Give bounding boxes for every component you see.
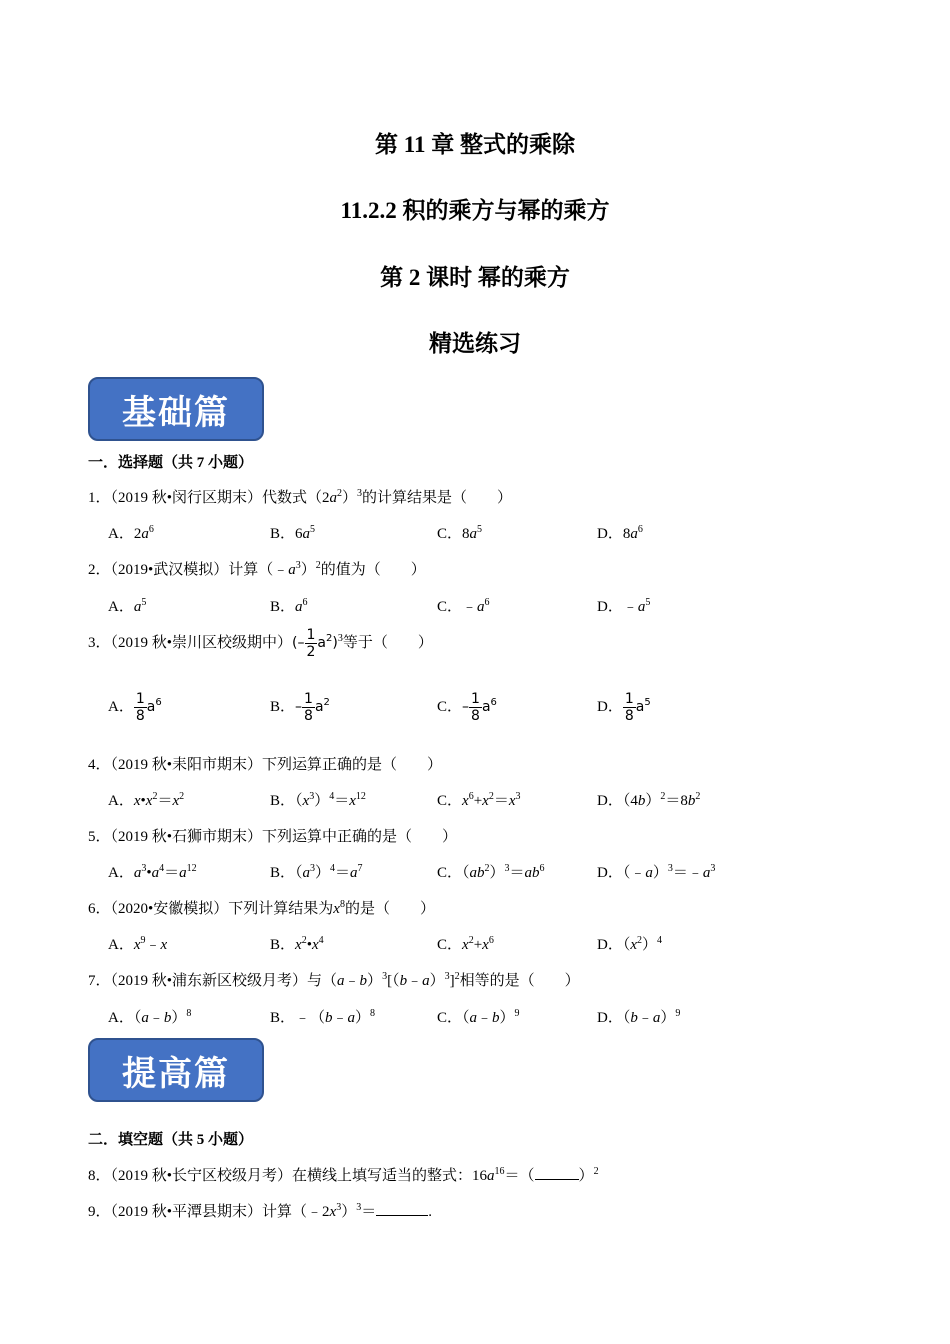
q3-option-c: C．– $\frac{1}{8}$ $a^6$: [437, 691, 497, 724]
q1-option-d: D．$8a^6$: [597, 524, 643, 542]
q1-option-c: C．$8a^5$: [437, 524, 483, 542]
q1-option-a: A．$2a^6$: [108, 524, 154, 542]
q3-option-b: B．– $\frac{1}{8}$ $a^2$: [270, 691, 330, 724]
q2-option-a: A．$a^5$: [108, 597, 147, 615]
question-1: 1．（2019 秋•闵行区期末）代数式$(2a^2)^3$的计算结果是（ ）: [88, 488, 513, 506]
q4-option-d: D．$(4b)^2=8b^2$: [597, 791, 701, 809]
q9-number: 9．: [88, 1204, 111, 1220]
q2-number: 2．: [88, 562, 111, 578]
basic-banner-label: 基础篇: [122, 394, 230, 432]
q1-tail: 的计算结果是（ ）: [362, 490, 513, 506]
q7-text: （2019 秋•浦东新区校级月考）与（: [110, 973, 338, 989]
q5-number: 5．: [88, 829, 111, 845]
q5-option-b: B．$(a^3)^4=a^7$: [270, 863, 363, 881]
question-5: [88, 825, 457, 846]
q7-option-b: B．﹣（b﹣a）$^8$: [270, 1008, 376, 1026]
question-6: 6．（2020•安徽模拟）下列计算结果为$x^8$的是（ ）: [88, 899, 435, 917]
basic-banner: [88, 377, 264, 441]
q6-tail: 的是（ ）: [344, 901, 435, 917]
q6-text: （2020•安徽模拟）下列计算结果为: [110, 901, 334, 917]
q4-option-c: C．$x^6+x^2=x^3$: [437, 791, 521, 809]
q2-text: （2019•武汉模拟）计算（﹣: [110, 562, 289, 578]
q1-option-b: B．$6a^5$: [270, 524, 316, 542]
q9-answer-blank[interactable]: [376, 1215, 428, 1216]
q2-option-d: D．$﹣a^5$: [597, 597, 651, 615]
q8-text: （2019 秋•长宁区校级月考）在横线上填写适当的整式：16: [110, 1168, 488, 1184]
q4-text: （2019 秋•耒阳市期末）下列运算正确的是（ ）: [110, 757, 443, 773]
advanced-banner: [88, 1038, 264, 1102]
q3-number: 3．: [88, 634, 111, 651]
q2-option-c: C．$﹣a^6$: [437, 597, 490, 615]
q2-option-b: B．$a^6$: [270, 597, 308, 615]
section-title: 11.2.2 积的乘方与幂的乘方: [340, 198, 610, 223]
practice-title: 精选练习: [429, 331, 521, 356]
q7-tail: 相等的是（ ）: [459, 973, 580, 989]
advanced-banner-label: 提高篇: [122, 1055, 230, 1093]
question-9: 9．（2019 秋•平潭县期末）计算$(﹣2x^3)^3=$ .: [88, 1202, 432, 1220]
question-4: [88, 753, 442, 774]
q5-option-c: C．$(ab^2)^3=ab^6$: [437, 863, 545, 881]
q8-equals: ＝（: [504, 1168, 535, 1184]
q9-text: （2019 秋•平潭县期末）计算（﹣2: [110, 1204, 330, 1220]
q3-tail: 等于（ ）: [342, 634, 433, 651]
question-2: 2．（2019•武汉模拟）计算$(﹣a^3)^2$的值为（ ）: [88, 560, 426, 578]
q4-option-b: B．$(x^3)^4=x^{12}$: [270, 791, 366, 809]
q5-option-a: A．$a^3•a^4=a^{12}$: [108, 863, 197, 881]
q7-number: 7．: [88, 973, 111, 989]
chapter-title: 第 11 章 整式的乘除: [375, 132, 575, 157]
lesson-title: 第 2 课时 幂的乘方: [380, 265, 570, 290]
q6-option-b: B．$x^2•x^4$: [270, 935, 324, 953]
q2-tail: 的值为（ ）: [320, 562, 426, 578]
q6-number: 6．: [88, 901, 111, 917]
question-3: 3．（2019 秋•崇川区校级期中）(– $\frac{1}{2}$ $a^2)^3$等于（ ）: [88, 627, 433, 660]
q1-number: 1．: [88, 490, 111, 506]
q5-text: （2019 秋•石狮市期末）下列运算中正确的是（ ）: [110, 829, 458, 845]
q4-option-a: A．$x•x^2=x^2$: [108, 791, 185, 809]
q8-close: ）: [578, 1168, 594, 1184]
q9-equals: ＝: [361, 1204, 377, 1220]
q7-option-c: C．（a﹣b）$^9$: [437, 1008, 520, 1026]
q3-option-a: A． $\frac{1}{8}$ $a^6$: [108, 691, 162, 724]
q3-text: （2019 秋•崇川区校级期中）: [110, 634, 293, 651]
section-fill-heading: 二．填空题（共 5 小题）: [88, 1132, 254, 1148]
q8-number: 8．: [88, 1168, 111, 1184]
section-choice-heading: 一．选择题（共 7 小题）: [88, 455, 254, 471]
q6-option-a: A．$x^9﹣x$: [108, 935, 168, 953]
question-7: 7．（2019 秋•浦东新区校级月考）与（a﹣b）$^3$[（b﹣a）$^3$]$^2$相等的是（ ）: [88, 971, 580, 989]
q9-period: .: [428, 1204, 432, 1220]
q4-number: 4．: [88, 757, 111, 773]
q6-option-c: C．$x^2+x^6$: [437, 935, 494, 953]
q7-option-a: A．（a﹣b）$^8$: [108, 1008, 192, 1026]
q7-option-d: D．（b﹣a）$^9$: [597, 1008, 681, 1026]
q8-answer-blank[interactable]: [535, 1179, 579, 1180]
question-8: 8．（2019 秋•长宁区校级月考）在横线上填写适当的整式：$16a^{16}=$（ ）$^2$: [88, 1166, 599, 1184]
q5-option-d: D．$(﹣a)^3=﹣a^3$: [597, 863, 716, 881]
q1-text: （2019 秋•闵行区期末）代数式（2: [110, 490, 330, 506]
q3-option-d: D． $\frac{1}{8}$ $a^5$: [597, 691, 651, 724]
q6-option-d: D．$(x^2)^4$: [597, 935, 663, 953]
